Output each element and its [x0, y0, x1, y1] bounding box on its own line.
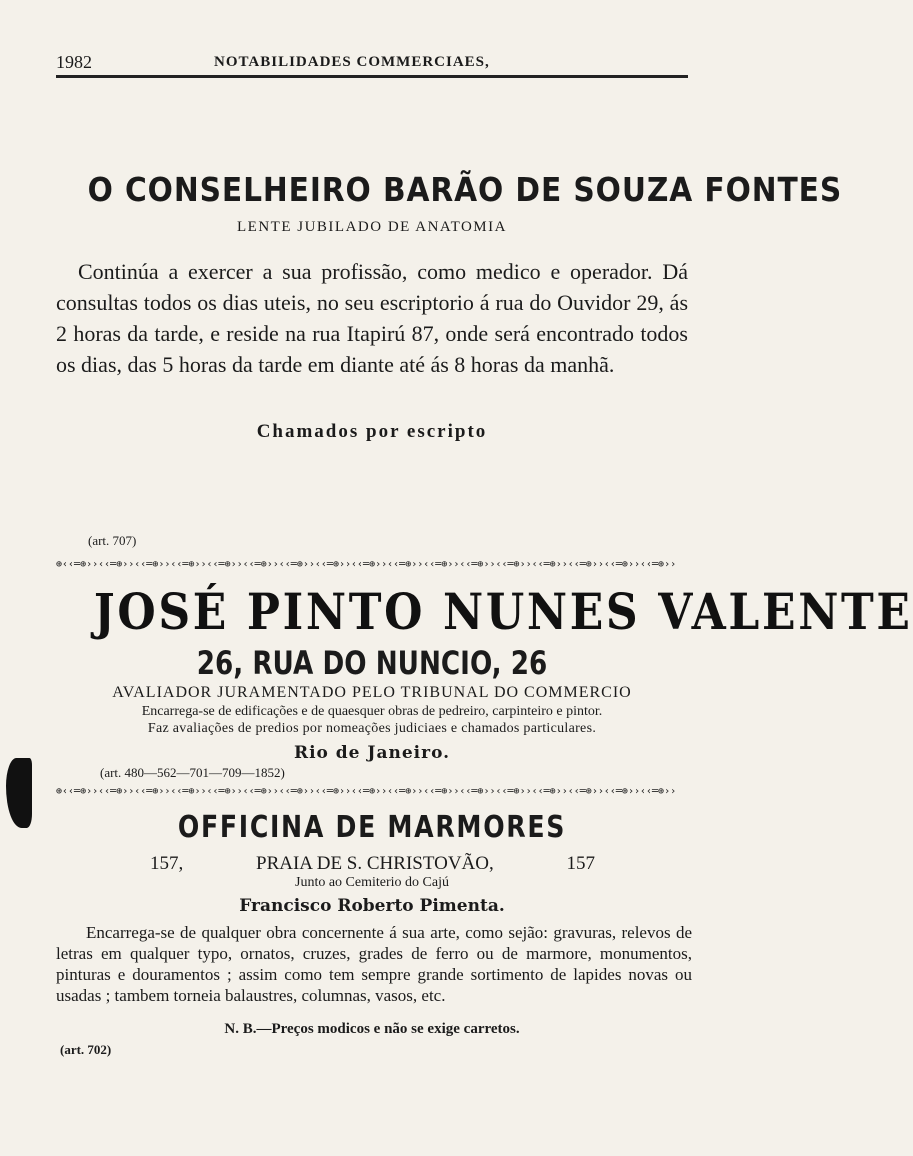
ad1-body: [56, 256, 688, 380]
ad3-body-text: Encarrega-se de qualquer obra concernente á sua arte, como sejão: gravuras, relevos de letras em qualquer typo, ornatos, cruzes, grades de ferro ou de marmore, monumentos, pinturas e douramentos ; assim como tem sempre grande sortimento de lapides novas ou usadas ; tambem torneia balaustres, columnas, vasos, etc.: [56, 923, 692, 1005]
ad2-address: [113, 644, 631, 682]
ad2-city: Rio de Janeiro.: [293, 743, 451, 763]
scan-ink-blot: [6, 758, 32, 828]
ad2-address-number-right: 26: [510, 644, 548, 682]
ad2-address-street: RUA DO NUNCIO,: [252, 644, 502, 682]
ornamental-divider: ⊕‹‹═⊕››‹‹═⊕››‹‹═⊕››‹‹═⊕››‹‹═⊕››‹‹═⊕››‹‹═⊕››‹‹═⊕››‹‹═⊕››‹‹═⊕››‹‹═⊕››‹‹═⊕››‹‹═⊕››‹‹═⊕››‹‹═⊕››‹‹═⊕››‹‹═⊕››: [56, 559, 677, 570]
ad3-title: OFFICINA DE MARMORES: [177, 810, 567, 845]
ad2-name: JOSÉ PINTO NUNES VALENTE: [93, 582, 913, 641]
page-number: 1982: [56, 52, 92, 72]
ad1-art-ref: (art. 707): [88, 533, 137, 548]
page-header: [56, 52, 688, 74]
ad1-body-text: Continúa a exercer a sua profissão, como medico e operador. Dá consultas todos os dias uteis, no seu escriptorio á rua do Ouvidor 29, ás 2 horas da tarde, e reside na rua Itapirú 87, onde será encontrado todos os dias, das 5 horas da tarde em diante até ás 8 horas da manhã.: [56, 259, 688, 377]
ornamental-divider-2: ⊕‹‹═⊕››‹‹═⊕››‹‹═⊕››‹‹═⊕››‹‹═⊕››‹‹═⊕››‹‹═⊕››‹‹═⊕››‹‹═⊕››‹‹═⊕››‹‹═⊕››‹‹═⊕››‹‹═⊕››‹‹═⊕››‹‹═⊕››‹‹═⊕››‹‹═⊕››: [56, 786, 677, 797]
ad3-address-street: PRAIA DE S. CHRISTOVÃO,: [256, 853, 494, 874]
ad3-body: [56, 922, 692, 1006]
ad3-note: N. B.—Preços modicos e não se exige carretos.: [224, 1021, 520, 1037]
ad3-address: [150, 853, 595, 875]
running-title: NOTABILIDADES COMMERCIAES,: [214, 54, 490, 70]
ad1-called-note: Chamados por escripto: [256, 421, 488, 442]
ad3-address-number-left: 157,: [150, 853, 184, 874]
ad1-subtitle: LENTE JUBILADO DE ANATOMIA: [237, 219, 507, 235]
ad3-near: Junto ao Cemiterio do Cajú: [295, 875, 449, 890]
ad2-line3: Faz avaliações de predios por nomeações judiciaes e chamados particulares.: [147, 721, 597, 736]
ad2-address-number-left: 26,: [196, 644, 244, 682]
ad3-address-number-right: 157: [566, 853, 595, 874]
ad3-owner: Francisco Roberto Pimenta.: [239, 896, 505, 916]
header-rule: [56, 75, 688, 78]
ad3-art-ref: (art. 702): [60, 1042, 112, 1057]
ad2-line2: Encarrega-se de edificações e de quaesquer obras de pedreiro, carpinteiro e pintor.: [141, 704, 603, 719]
ad2-art-ref: (art. 480—562—701—709—1852): [100, 765, 285, 780]
ad2-line1: AVALIADOR JURAMENTADO PELO TRIBUNAL DO COMMERCIO: [112, 684, 632, 701]
ad1-title: O CONSELHEIRO BARÃO DE SOUZA FONTES: [87, 170, 843, 209]
